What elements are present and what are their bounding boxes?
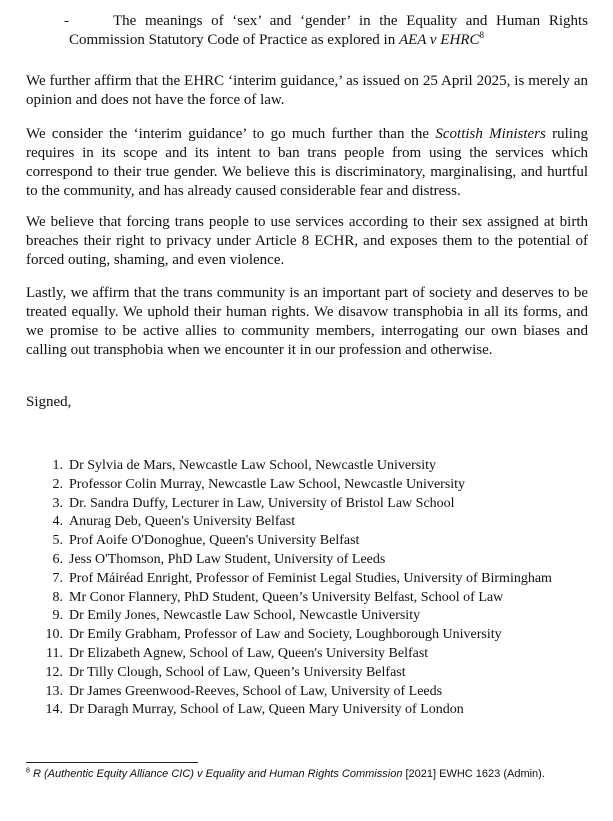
case-name: AEA v EHRC xyxy=(398,32,480,48)
signatory-name: Anurag Deb, Queen's University Belfast xyxy=(69,514,296,530)
signatory-name: Dr James Greenwood-Reeves, School of Law, University of Leeds xyxy=(69,683,443,699)
bullet-text: The meanings of ‘sex’ and ‘gender’ in the Equality and Human Rights Commission Statutory Code of Practice as explored in AEA v EHRC$^8$ xyxy=(69,13,588,48)
signatory-item xyxy=(25,626,585,645)
signatory-item xyxy=(25,457,585,476)
signatory-number: 8. xyxy=(52,589,63,605)
signatory-name: Dr Emily Jones, Newcastle Law School, Newcastle University xyxy=(69,608,421,624)
signatory-number: 10. xyxy=(45,627,63,643)
signatory-item xyxy=(25,645,585,664)
signatory-name: Mr Conor Flannery, PhD Student, Queen’s University Belfast, School of Law xyxy=(69,589,504,605)
signatory-number: 11. xyxy=(46,645,63,661)
signatory-list xyxy=(25,457,585,720)
signatory-item xyxy=(25,607,585,626)
signatory-number: 3. xyxy=(52,495,63,511)
footnote-divider xyxy=(26,762,198,763)
signatory-item xyxy=(25,664,585,683)
signatory-name: Dr Emily Grabham, Professor of Law and Society, Loughborough University xyxy=(69,627,502,643)
footnote-ref: 8 xyxy=(479,30,484,40)
signatory-number: 12. xyxy=(45,664,63,680)
signatory-number: 2. xyxy=(52,476,63,492)
signatory-name: Dr Daragh Murray, School of Law, Queen Mary University of London xyxy=(69,702,464,718)
paragraph-interim-guidance: We further affirm that the EHRC ‘interim guidance,’ as issued on 25 April 2025, is merely an opinion and does not have the force of law. xyxy=(26,73,588,108)
ruling-name: Scottish Ministers xyxy=(435,126,546,142)
signatory-number: 7. xyxy=(52,570,63,586)
signatory-number: 4. xyxy=(52,514,63,530)
signatory-number: 14. xyxy=(45,702,63,718)
paragraph-affirmation: Lastly, we affirm that the trans community is an important part of society and deserves to be treated equally. We uphold their human rights. We disavow transphobia in all its forms, and we promise to be active allies to community members, interrogating our own biases and calling out transphobia when we encounter it in our profession and otherwise. xyxy=(26,285,588,358)
signatory-item xyxy=(25,589,585,608)
signatory-number: 9. xyxy=(52,608,63,624)
signatory-name: Dr Sylvia de Mars, Newcastle Law School, Newcastle University xyxy=(69,458,437,473)
signatory-item xyxy=(25,495,585,514)
signatory-item xyxy=(25,513,585,532)
signatory-item xyxy=(25,683,585,702)
bullet-dash: - xyxy=(64,13,69,29)
signatory-item xyxy=(25,476,585,495)
footnote-case: R (Authentic Equity Alliance CIC) v Equality and Human Rights Commission xyxy=(32,768,403,780)
signatory-item xyxy=(25,570,585,589)
footnote-citation: [2021] EWHC 1623 (Admin). xyxy=(402,768,545,780)
signatory-name: Prof Aoife O'Donoghue, Queen's University Belfast xyxy=(69,533,360,549)
signatory-name: Prof Máiréad Enright, Professor of Feminist Legal Studies, University of Birmingham xyxy=(69,570,552,586)
signatory-number: 6. xyxy=(52,551,63,567)
signatory-item xyxy=(25,551,585,570)
signatory-number: 1. xyxy=(52,458,63,473)
paragraph-privacy: We believe that forcing trans people to use services according to their sex assigned at birth breaches their right to privacy under Article 8 ECHR, and exposes them to the potential of forced outing, shaming, and even violence. xyxy=(26,214,588,268)
footnote-marker: 8 xyxy=(26,767,30,775)
signatory-name: Jess O'Thomson, PhD Law Student, University of Leeds xyxy=(69,551,386,567)
signatory-number: 5. xyxy=(52,533,63,549)
signed-label: Signed, xyxy=(26,394,72,410)
signatory-item xyxy=(25,701,585,720)
signatory-name: Dr. Sandra Duffy, Lecturer in Law, University of Bristol Law School xyxy=(69,495,455,511)
signatory-name: Professor Colin Murray, Newcastle Law School, Newcastle University xyxy=(69,476,466,492)
paragraph-scope: We consider the ‘interim guidance’ to go much further than the Scottish Ministers ruling requires in its scope and its intent to ban trans people from using the services which correspond to their true gender. We believe this is discriminatory, marginalising, and hurtful to the community, and has already caused considerable fear and distress. xyxy=(26,126,588,199)
signatory-name: Dr Tilly Clough, School of Law, Queen’s University Belfast xyxy=(69,664,406,680)
bullet-item xyxy=(64,12,588,50)
signatory-number: 13. xyxy=(45,683,63,699)
footnote xyxy=(26,768,566,781)
signatory-item xyxy=(25,532,585,551)
signatory-name: Dr Elizabeth Agnew, School of Law, Queen's University Belfast xyxy=(69,645,429,661)
